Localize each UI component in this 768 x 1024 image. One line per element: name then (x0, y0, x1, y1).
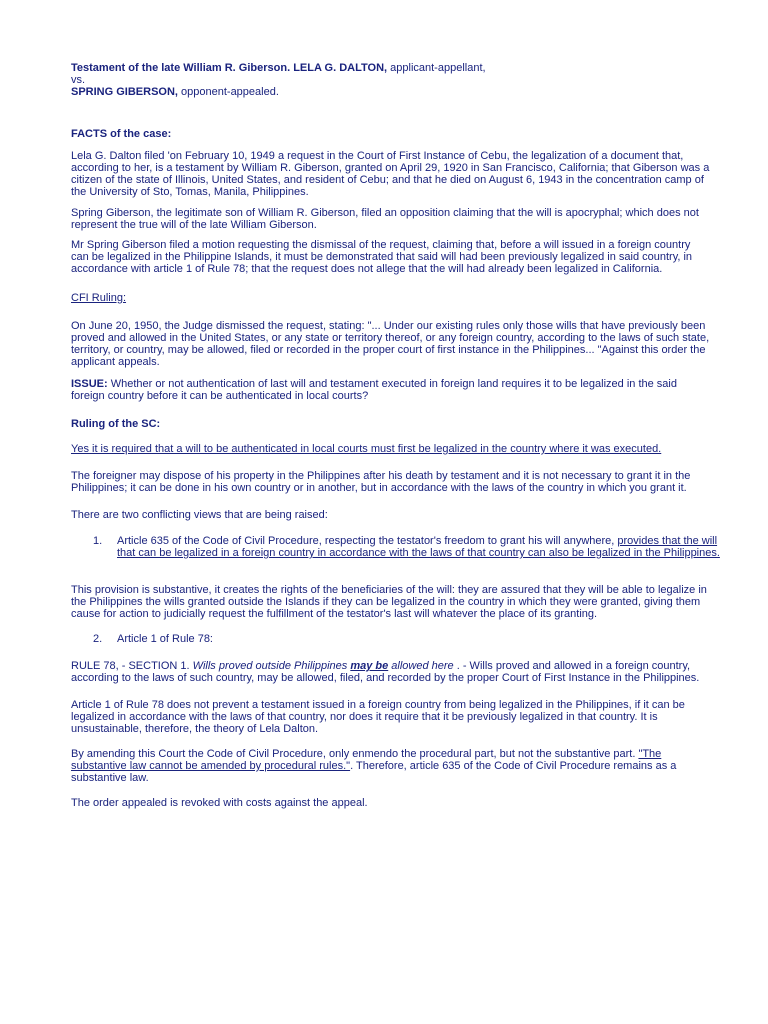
ruling-answer: Yes it is required that a will to be authenticated in local courts must first be legalized in the country where it was executed. (71, 443, 662, 455)
list-item-1-number: 1. (93, 535, 103, 547)
issue-paragraph (71, 378, 711, 402)
rule-78-section (71, 660, 711, 684)
opponent-name: SPRING GIBERSON, (71, 86, 178, 98)
ruling-paragraph-5-a: By amending this Court the Code of Civil Procedure, only enmendo the procedural part, but not the substantive part. (71, 748, 639, 760)
rule-prefix: RULE 78, - SECTION 1. (71, 660, 193, 672)
facts-paragraph-2: Spring Giberson, the legitimate son of William R. Giberson, filed an opposition claiming that the will is apocryphal; which does not represent the true will of the late William Giberson. (71, 207, 699, 231)
opponent-role: opponent-appealed. (177, 86, 279, 98)
ruling-paragraph-1: The foreigner may dispose of his property in the Philippines after his death by testament and it is not necessary to grant it in the Philippines; it can be done in his own country or in another, but in accordance with the laws of the country in which you grant it. (71, 470, 691, 494)
list-item-1-text (117, 535, 722, 559)
applicant-name: LELA G. DALTON, (293, 62, 388, 74)
cfi-heading: CFI Ruling: (71, 292, 127, 304)
list-item-1-plain: Article 635 of the Code of Civil Procedure, respecting the testator's freedom to grant his will anywhere, (117, 535, 618, 547)
list-item-2-number: 2. (93, 633, 103, 645)
list-item-1 (93, 535, 723, 559)
ruling-quote: "The substantive law cannot be amended by procedural rules." (71, 748, 662, 772)
rule-italic-1: Wills proved outside Philippines (192, 660, 351, 672)
ruling-paragraph-3: This provision is substantive, it creates the rights of the beneficiaries of the will: they are assured that they will be able to legalize in the Philippines the wills granted outside the Islands if they can be legalized in the country in which they were granted, giving them cause for action to judicially request the fulfillment of the testator's last will whatever the place of its granting. (71, 584, 707, 620)
list-item-2-text: Article 1 of Rule 78: (117, 633, 213, 645)
rule-rest: . - Wills proved and allowed in a foreign country, according to the laws of such country, may be allowed, filed, and recorded by the proper Court of First Instance in the Philippines. (71, 660, 700, 684)
applicant-role: applicant-appellant, (387, 62, 486, 74)
list-item-2 (93, 633, 723, 645)
case-title (71, 62, 711, 74)
ruling-paragraph-5 (71, 748, 711, 784)
rule-may-be: may be (350, 660, 389, 672)
facts-paragraph-3: Mr Spring Giberson filed a motion requesting the dismissal of the request, claiming that, before a will issued in a foreign country can be legalized in the Philippine Islands, it must be demonstrated that said will had been previously legalized in said country, in accordance with article 1 of Rule 78; that the request does not allege that the will had already been legalized in California. (71, 239, 693, 275)
case-title-text: Testament of the late William R. Giberson. (71, 62, 291, 74)
facts-paragraph-1: Lela G. Dalton filed 'on February 10, 1949 a request in the Court of First Instance of Cebu, the legalization of a document that, according to her, is a testament by William R. Giberson, granted on April 29, 1920 in San Francisco, California; that Giberson was a citizen of the state of Illinois, United States, and resident of Cebu; and that he died on August 6, 1943 in the concentration camp of the University of Sto, Tomas, Manila, Philippines. (71, 150, 710, 198)
opponent-line (71, 86, 711, 98)
rule-italic-2: allowed here (388, 660, 454, 672)
ruling-paragraph-5-b: . Therefore, article 635 of the Code of Civil Procedure remains as a substantive law. (71, 760, 677, 784)
ruling-paragraph-2: There are two conflicting views that are being raised: (71, 509, 328, 521)
ruling-paragraph-6: The order appealed is revoked with costs against the appeal. (71, 797, 368, 809)
issue-text: Whether or not authentication of last will and testament executed in foreign land requires it to be legalized in the said foreign country before it can be authenticated in local courts? (71, 378, 677, 402)
ruling-heading: Ruling of the SC: (71, 418, 161, 430)
cfi-paragraph: On June 20, 1950, the Judge dismissed the request, stating: "... Under our existing rules only those wills that have previously been proved and allowed in the United States, or any state or territory thereof, or any foreign country, according to the laws of such state, territory, or country, may be allowed, filed or recorded in the proper court of first instance in the Philippines... "Against this order the applicant appeals. (71, 320, 710, 368)
facts-heading: FACTS of the case: (71, 128, 172, 140)
list-item-1-underlined: provides that the will that can be legalized in a foreign country in accordance with the laws of that country can also be legalized in the Philippines. (117, 535, 720, 559)
ruling-paragraph-4: Article 1 of Rule 78 does not prevent a testament issued in a foreign country from being legalized in the Philippines, if it can be legalized in accordance with the laws of that country, nor does it require that it be previously legalized in that country. It is unsustainable, therefore, the theory of Lela Dalton. (71, 699, 685, 735)
versus: vs. (71, 74, 86, 86)
issue-label: ISSUE: (71, 378, 108, 390)
